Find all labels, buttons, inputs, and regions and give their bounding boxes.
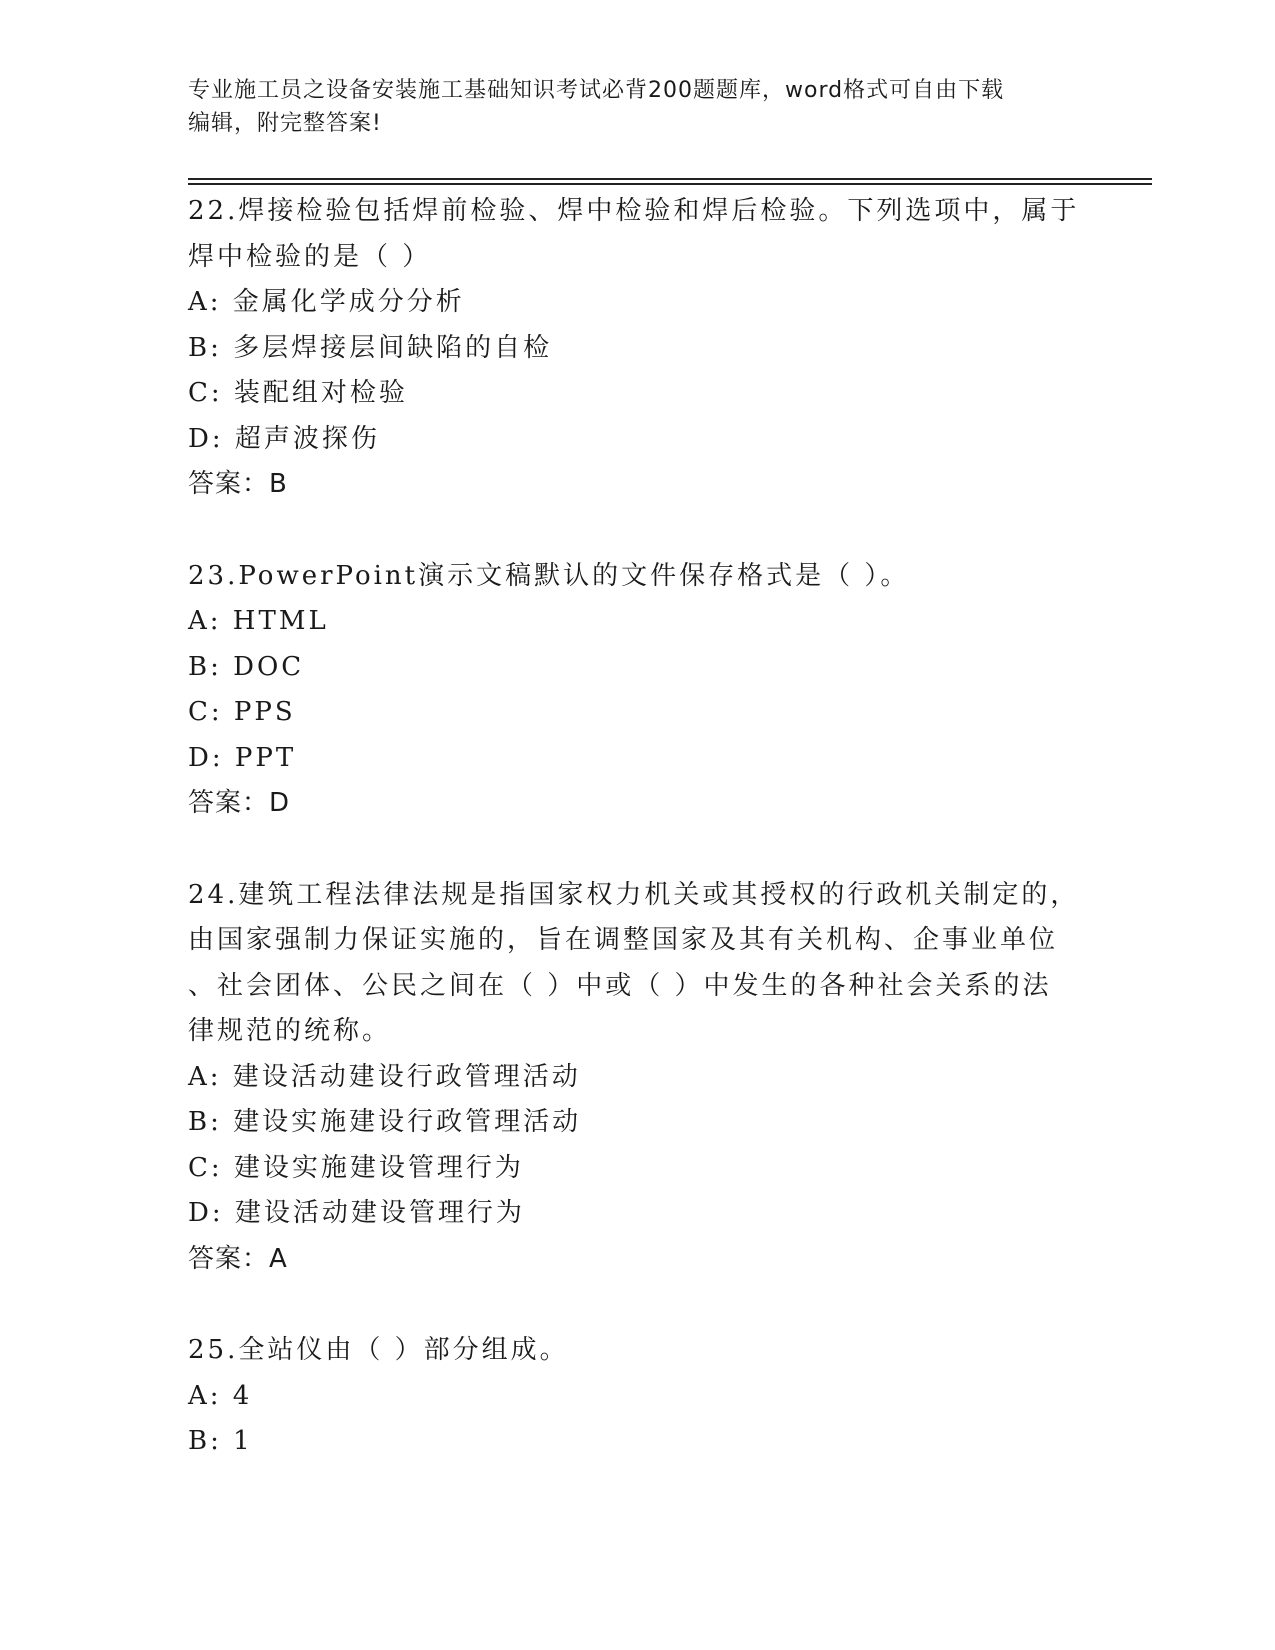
option-d: D: 超声波探伤 [188, 423, 380, 454]
document-header [188, 74, 1088, 140]
question-stem: 23.PowerPoint演示文稿默认的文件保存格式是（ ）。 [188, 560, 910, 591]
option-a: A: HTML [188, 606, 329, 636]
answer: 答案：B [188, 469, 288, 499]
option-c: C: 装配组对检验 [188, 378, 408, 408]
spacer [188, 508, 1088, 554]
question-25 [188, 1328, 1088, 1465]
header-line-2: 编辑，附完整答案! [188, 111, 382, 136]
option-d: D: PPT [188, 742, 297, 773]
spacer [188, 1282, 1088, 1328]
header-divider-bottom [188, 183, 1152, 185]
header-divider-top [188, 178, 1152, 180]
option-a: A: 4 [188, 1380, 253, 1411]
question-22 [188, 189, 1088, 508]
option-b: B: 建设实施建设行政管理活动 [188, 1107, 582, 1137]
header-line-1: 专业施工员之设备安装施工基础知识考试必背200题题库，word格式可自由下载 [188, 78, 1005, 103]
option-a: A: 建设活动建设行政管理活动 [188, 1061, 581, 1092]
question-23 [188, 554, 1088, 827]
question-stem: 25.全站仪由（ ）部分组成。 [188, 1335, 569, 1365]
option-b: B: 1 [188, 1426, 253, 1456]
spacer [188, 827, 1088, 873]
option-b: B: DOC [188, 651, 305, 682]
question-stem: 22.焊接检验包括焊前检验、焊中检验和焊后检验。下列选项中，属于 焊中检验的是（ ） [188, 196, 1080, 272]
option-c: C: 建设实施建设管理行为 [188, 1152, 524, 1183]
option-d: D: 建设活动建设管理行为 [188, 1198, 525, 1228]
option-a: A: 金属化学成分分析 [188, 287, 465, 317]
option-c: C: PPS [188, 697, 296, 727]
question-24 [188, 873, 1088, 1283]
option-b: B: 多层焊接层间缺陷的自检 [188, 332, 553, 363]
question-stem: 24.建筑工程法律法规是指国家权力机关或其授权的行政机关制定的， 由国家强制力保证实施的，旨在调整国家及其有关机构、企事业单位 、社会团体、公民之间在（ ）中或（ ）中发生的各种社会关系的法 律规范的统称。 [188, 879, 1080, 1046]
question-list [188, 189, 1088, 1465]
answer: 答案：D [188, 788, 291, 818]
answer: 答案：A [188, 1243, 288, 1274]
